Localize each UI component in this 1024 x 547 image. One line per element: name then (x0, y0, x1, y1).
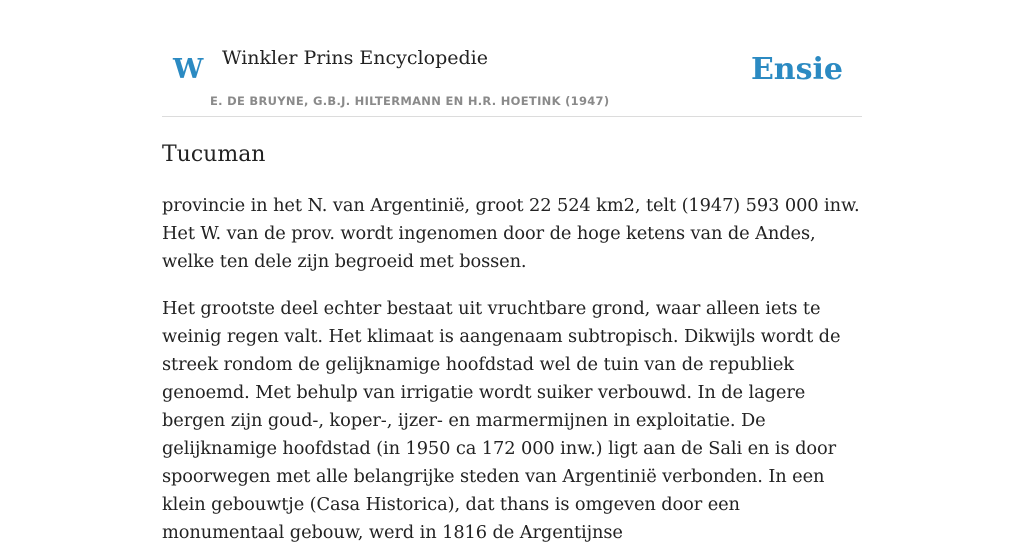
site-header (162, 0, 862, 117)
logo-icon[interactable]: W (173, 54, 204, 85)
article-paragraph: provincie in het N. van Argentinië, groot 22 524 km2, telt (1947) 593 000 inw. Het W. van de prov. wordt ingenomen door de hoge ketens van de Andes, welke ten dele zijn begroeid met bossen. (162, 195, 860, 272)
article-paragraph: Het grootste deel echter bestaat uit vruchtbare grond, waar alleen iets te weinig regen valt. Het klimaat is aangenaam subtropisch. Dikwijls wordt de streek rondom de gelijknamige hoofdstad wel de tuin van de republiek genoemd. Met behulp van irrigatie wordt suiker verbouwd. In de lagere bergen zijn goud-, koper-, ijzer- en marmermijnen in exploitatie. De gelijknamige hoofdstad (in 1950 ca 172 000 inw.) ligt aan de Sali en is door spoorwegen met alle belangrijke steden van Argentinië verbonden. In een klein gebouwtje (Casa Historica), dat thans is omgeven door een monumentaal gebouw, werd in 1816 de Argentijnse (162, 298, 841, 543)
brand-logo-link[interactable]: Ensie (750, 52, 843, 87)
site-title[interactable]: Winkler Prins Encyclopedie (222, 47, 488, 69)
article-title: Tucuman (162, 142, 266, 167)
article (162, 138, 862, 547)
site-subtitle: E. DE BRUYNE, G.B.J. HILTERMANN EN H.R. HOETINK (1947) (210, 94, 610, 108)
